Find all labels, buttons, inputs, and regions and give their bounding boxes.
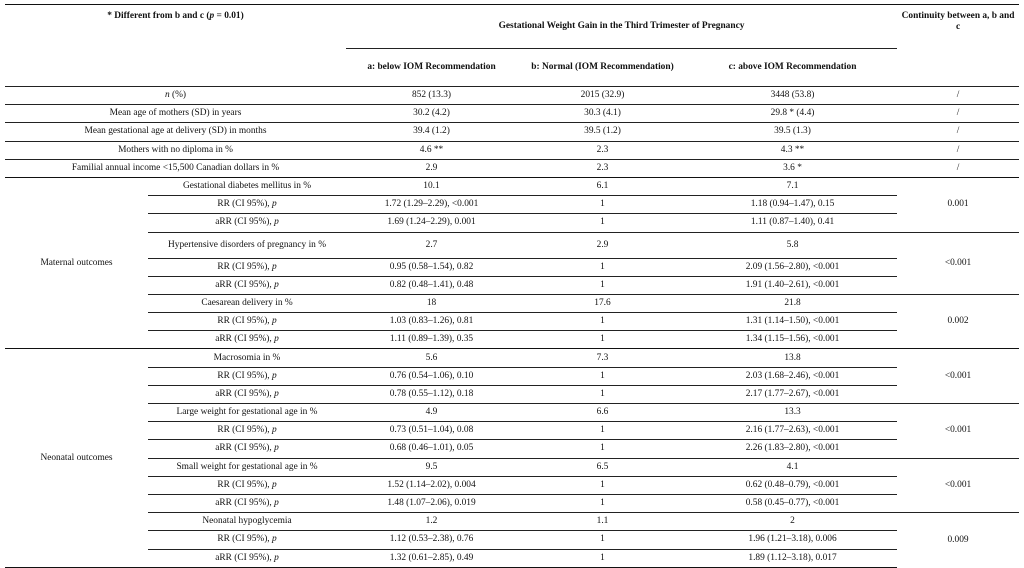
outcome-row	[5, 294, 1019, 312]
summary-cell-b: 39.5 (1.2)	[517, 123, 688, 141]
outcome-label: Gestational diabetes mellitus in %	[148, 177, 346, 195]
ratio-label	[148, 422, 346, 440]
value-cell-b: 1	[517, 258, 688, 276]
summary-row-label	[5, 123, 346, 141]
value-cell-c: 1.34 (1.15–1.56), <0.001	[688, 331, 897, 349]
outcome-label: Caesarean delivery in %	[148, 294, 346, 312]
value-cell-b: 7.3	[517, 349, 688, 367]
value-cell-a: 1.11 (0.89–1.39), 0.35	[346, 331, 517, 349]
ratio-label	[148, 385, 346, 403]
ratio-label	[148, 440, 346, 458]
label-text: (%)	[169, 90, 187, 101]
value-cell-a: 1.03 (0.83–1.26), 0.81	[346, 313, 517, 331]
ratio-label-p: p	[272, 534, 277, 545]
summary-row	[5, 87, 1019, 105]
ratio-label-text: aRR (CI 95%),	[215, 279, 275, 290]
label-text: Mean gestational age at delivery (SD) in months	[84, 126, 267, 137]
ratio-label	[148, 258, 346, 276]
ratio-label-text: aRR (CI 95%),	[215, 443, 275, 454]
ratio-label-p: p	[274, 443, 279, 454]
ratio-label-text: aRR (CI 95%),	[215, 552, 275, 563]
value-cell-a: 0.73 (0.51–1.04), 0.08	[346, 422, 517, 440]
ratio-label-p: p	[274, 552, 279, 563]
ratio-label-text: RR (CI 95%),	[217, 425, 272, 436]
value-cell-c: 2	[688, 513, 897, 531]
value-cell-a: 0.78 (0.55–1.12), 0.18	[346, 385, 517, 403]
summary-cell-b: 30.3 (4.1)	[517, 105, 688, 123]
value-cell-b: 1	[517, 196, 688, 214]
ratio-label-p: p	[272, 425, 277, 436]
outcome-label: Hypertensive disorders of pregnancy in %	[148, 232, 346, 258]
ratio-label	[148, 214, 346, 232]
outcome-row	[5, 349, 1019, 367]
ratio-label	[148, 531, 346, 549]
value-cell-c: 0.62 (0.48–0.79), <0.001	[688, 476, 897, 494]
value-cell-b: 1	[517, 385, 688, 403]
value-cell-c: 7.1	[688, 177, 897, 195]
value-cell-b: 1.1	[517, 513, 688, 531]
outcome-row	[5, 232, 1019, 258]
col-b-header: b: Normal (IOM Recommendation)	[531, 62, 674, 72]
label-text: Familial annual income <15,500 Canadian dollars in %	[71, 162, 280, 173]
value-cell-c: 1.96 (1.21–3.18), 0.006	[688, 531, 897, 549]
outcome-label: Small weight for gestational age in %	[148, 458, 346, 476]
value-cell-c: 2.16 (1.77–2.63), <0.001	[688, 422, 897, 440]
summary-cell-c: 3448 (53.8)	[688, 87, 897, 105]
outcome-row	[5, 385, 1019, 403]
continuity-cell: 0.002	[897, 294, 1019, 349]
outcome-row	[5, 458, 1019, 476]
value-cell-a: 1.32 (0.61–2.85), 0.49	[346, 549, 517, 567]
continuity-cell: <0.001	[897, 349, 1019, 404]
value-cell-a: 1.72 (1.29–2.29), <0.001	[346, 196, 517, 214]
outcome-label: Macrosomia in %	[148, 349, 346, 367]
outcome-row	[5, 313, 1019, 331]
col-c-header: c: above IOM Recommendation	[728, 62, 857, 72]
results-table-container	[5, 4, 1019, 568]
ratio-label	[148, 494, 346, 512]
value-cell-c: 5.8	[688, 232, 897, 258]
value-cell-c: 1.89 (1.12–3.18), 0.017	[688, 549, 897, 567]
value-cell-b: 6.1	[517, 177, 688, 195]
ratio-label-text: RR (CI 95%),	[217, 479, 272, 490]
outcome-row	[5, 494, 1019, 512]
ratio-label-p: p	[274, 498, 279, 509]
ratio-label-text: aRR (CI 95%),	[215, 217, 275, 228]
value-cell-b: 1	[517, 422, 688, 440]
table-body	[5, 87, 1019, 568]
continuity-cell: <0.001	[897, 458, 1019, 513]
summary-cell-cont: /	[897, 87, 1019, 105]
value-cell-a: 5.6	[346, 349, 517, 367]
value-cell-b: 1	[517, 214, 688, 232]
value-cell-a: 10.1	[346, 177, 517, 195]
outcome-row	[5, 440, 1019, 458]
value-cell-b: 1	[517, 440, 688, 458]
ratio-label-p: p	[272, 261, 277, 272]
ratio-label-text: RR (CI 95%),	[217, 370, 272, 381]
value-cell-b: 17.6	[517, 294, 688, 312]
value-cell-b: 6.5	[517, 458, 688, 476]
summary-cell-b: 2015 (32.9)	[517, 87, 688, 105]
value-cell-b: 1	[517, 313, 688, 331]
ratio-label	[148, 549, 346, 567]
value-cell-c: 21.8	[688, 294, 897, 312]
outcome-row	[5, 513, 1019, 531]
section-label: Maternal outcomes	[5, 177, 148, 349]
summary-row	[5, 141, 1019, 159]
value-cell-a: 18	[346, 294, 517, 312]
ratio-label-text: aRR (CI 95%),	[215, 388, 275, 399]
ratio-label-text: aRR (CI 95%),	[215, 334, 275, 345]
summary-row-label	[5, 159, 346, 177]
value-cell-c: 2.09 (1.56–2.80), <0.001	[688, 258, 897, 276]
value-cell-a: 9.5	[346, 458, 517, 476]
outcome-row	[5, 214, 1019, 232]
outcome-label: Neonatal hypoglycemia	[148, 513, 346, 531]
summary-cell-a: 4.6 **	[346, 141, 517, 159]
value-cell-b: 1	[517, 476, 688, 494]
value-cell-c: 13.3	[688, 404, 897, 422]
value-cell-c: 1.11 (0.87–1.40), 0.41	[688, 214, 897, 232]
value-cell-a: 1.52 (1.14–2.02), 0.004	[346, 476, 517, 494]
outcome-row	[5, 196, 1019, 214]
value-cell-c: 1.18 (0.94–1.47), 0.15	[688, 196, 897, 214]
value-cell-b: 1	[517, 494, 688, 512]
summary-cell-a: 30.2 (4.2)	[346, 105, 517, 123]
summary-cell-b: 2.3	[517, 141, 688, 159]
value-cell-a: 1.2	[346, 513, 517, 531]
ratio-label-p: p	[274, 334, 279, 345]
outcome-row	[5, 258, 1019, 276]
ratio-label-text: RR (CI 95%),	[217, 261, 272, 272]
outcome-row	[5, 367, 1019, 385]
ratio-label-p: p	[272, 479, 277, 490]
label-italic: n	[164, 90, 170, 101]
value-cell-a: 1.48 (1.07–2.06), 0.019	[346, 494, 517, 512]
continuity-header: Continuity between a, b and c	[897, 5, 1019, 87]
summary-row	[5, 123, 1019, 141]
outcome-label: Large weight for gestational age in %	[148, 404, 346, 422]
outcome-row	[5, 177, 1019, 195]
value-cell-b: 1	[517, 549, 688, 567]
value-cell-b: 1	[517, 331, 688, 349]
continuity-cell: 0.001	[897, 177, 1019, 232]
summary-row	[5, 105, 1019, 123]
value-cell-c: 2.17 (1.77–2.67), <0.001	[688, 385, 897, 403]
value-cell-a: 0.76 (0.54–1.06), 0.10	[346, 367, 517, 385]
ratio-label-p: p	[272, 316, 277, 327]
group-title-header: Gestational Weight Gain in the Third Trimester of Pregnancy	[346, 5, 897, 49]
ratio-label-p: p	[274, 217, 279, 228]
label-text: Mean age of mothers (SD) in years	[109, 108, 242, 119]
value-cell-c: 13.8	[688, 349, 897, 367]
summary-cell-cont: /	[897, 159, 1019, 177]
outcome-row	[5, 404, 1019, 422]
value-cell-c: 2.03 (1.68–2.46), <0.001	[688, 367, 897, 385]
value-cell-c: 0.58 (0.45–0.77), <0.001	[688, 494, 897, 512]
label-text: Mothers with no diploma in %	[118, 144, 233, 155]
ratio-label-p: p	[274, 279, 279, 290]
ratio-label	[148, 313, 346, 331]
outcome-row	[5, 422, 1019, 440]
note-prefix: * Different from b and c (	[107, 11, 210, 21]
summary-cell-cont: /	[897, 123, 1019, 141]
summary-cell-c: 29.8 * (4.4)	[688, 105, 897, 123]
summary-cell-b: 2.3	[517, 159, 688, 177]
value-cell-a: 0.82 (0.48–1.41), 0.48	[346, 276, 517, 294]
value-cell-c: 1.31 (1.14–1.50), <0.001	[688, 313, 897, 331]
outcome-row	[5, 531, 1019, 549]
outcome-row	[5, 476, 1019, 494]
value-cell-b: 6.6	[517, 404, 688, 422]
outcome-row	[5, 549, 1019, 567]
value-cell-a: 0.68 (0.46–1.01), 0.05	[346, 440, 517, 458]
ratio-label-p: p	[272, 370, 277, 381]
outcome-row	[5, 331, 1019, 349]
ratio-label-text: RR (CI 95%),	[217, 199, 272, 210]
ratio-label	[148, 276, 346, 294]
value-cell-a: 1.12 (0.53–2.38), 0.76	[346, 531, 517, 549]
ratio-label	[148, 196, 346, 214]
value-cell-a: 0.95 (0.58–1.54), 0.82	[346, 258, 517, 276]
summary-row-label	[5, 105, 346, 123]
value-cell-b: 1	[517, 276, 688, 294]
continuity-cell: <0.001	[897, 404, 1019, 459]
continuity-cell: 0.009	[897, 513, 1019, 568]
value-cell-a: 2.7	[346, 232, 517, 258]
summary-cell-cont: /	[897, 141, 1019, 159]
ratio-label	[148, 331, 346, 349]
value-cell-b: 1	[517, 531, 688, 549]
value-cell-c: 1.91 (1.40–2.61), <0.001	[688, 276, 897, 294]
col-a-header: a: below IOM Recommendation	[367, 62, 496, 72]
summary-cell-a: 39.4 (1.2)	[346, 123, 517, 141]
value-cell-a: 4.9	[346, 404, 517, 422]
value-cell-c: 2.26 (1.83–2.80), <0.001	[688, 440, 897, 458]
ratio-label-p: p	[272, 199, 277, 210]
outcome-row	[5, 276, 1019, 294]
ratio-label	[148, 476, 346, 494]
note-variable: p	[209, 11, 215, 21]
summary-cell-a: 2.9	[346, 159, 517, 177]
table-note-header	[5, 5, 346, 87]
summary-cell-c: 39.5 (1.3)	[688, 123, 897, 141]
summary-cell-cont: /	[897, 105, 1019, 123]
ratio-label	[148, 367, 346, 385]
summary-cell-a: 852 (13.3)	[346, 87, 517, 105]
summary-cell-c: 4.3 **	[688, 141, 897, 159]
note-suffix: = 0.01)	[214, 11, 244, 21]
summary-row-label	[5, 141, 346, 159]
continuity-cell: <0.001	[897, 232, 1019, 294]
summary-row-label	[5, 87, 346, 105]
ratio-label-text: aRR (CI 95%),	[215, 498, 275, 509]
value-cell-c: 4.1	[688, 458, 897, 476]
value-cell-a: 1.69 (1.24–2.29), 0.001	[346, 214, 517, 232]
ratio-label-text: RR (CI 95%),	[217, 316, 272, 327]
section-label: Neonatal outcomes	[5, 349, 148, 567]
results-table	[5, 4, 1019, 568]
value-cell-b: 2.9	[517, 232, 688, 258]
summary-cell-c: 3.6 *	[688, 159, 897, 177]
value-cell-b: 1	[517, 367, 688, 385]
summary-row	[5, 159, 1019, 177]
ratio-label-text: RR (CI 95%),	[217, 534, 272, 545]
ratio-label-p: p	[274, 388, 279, 399]
